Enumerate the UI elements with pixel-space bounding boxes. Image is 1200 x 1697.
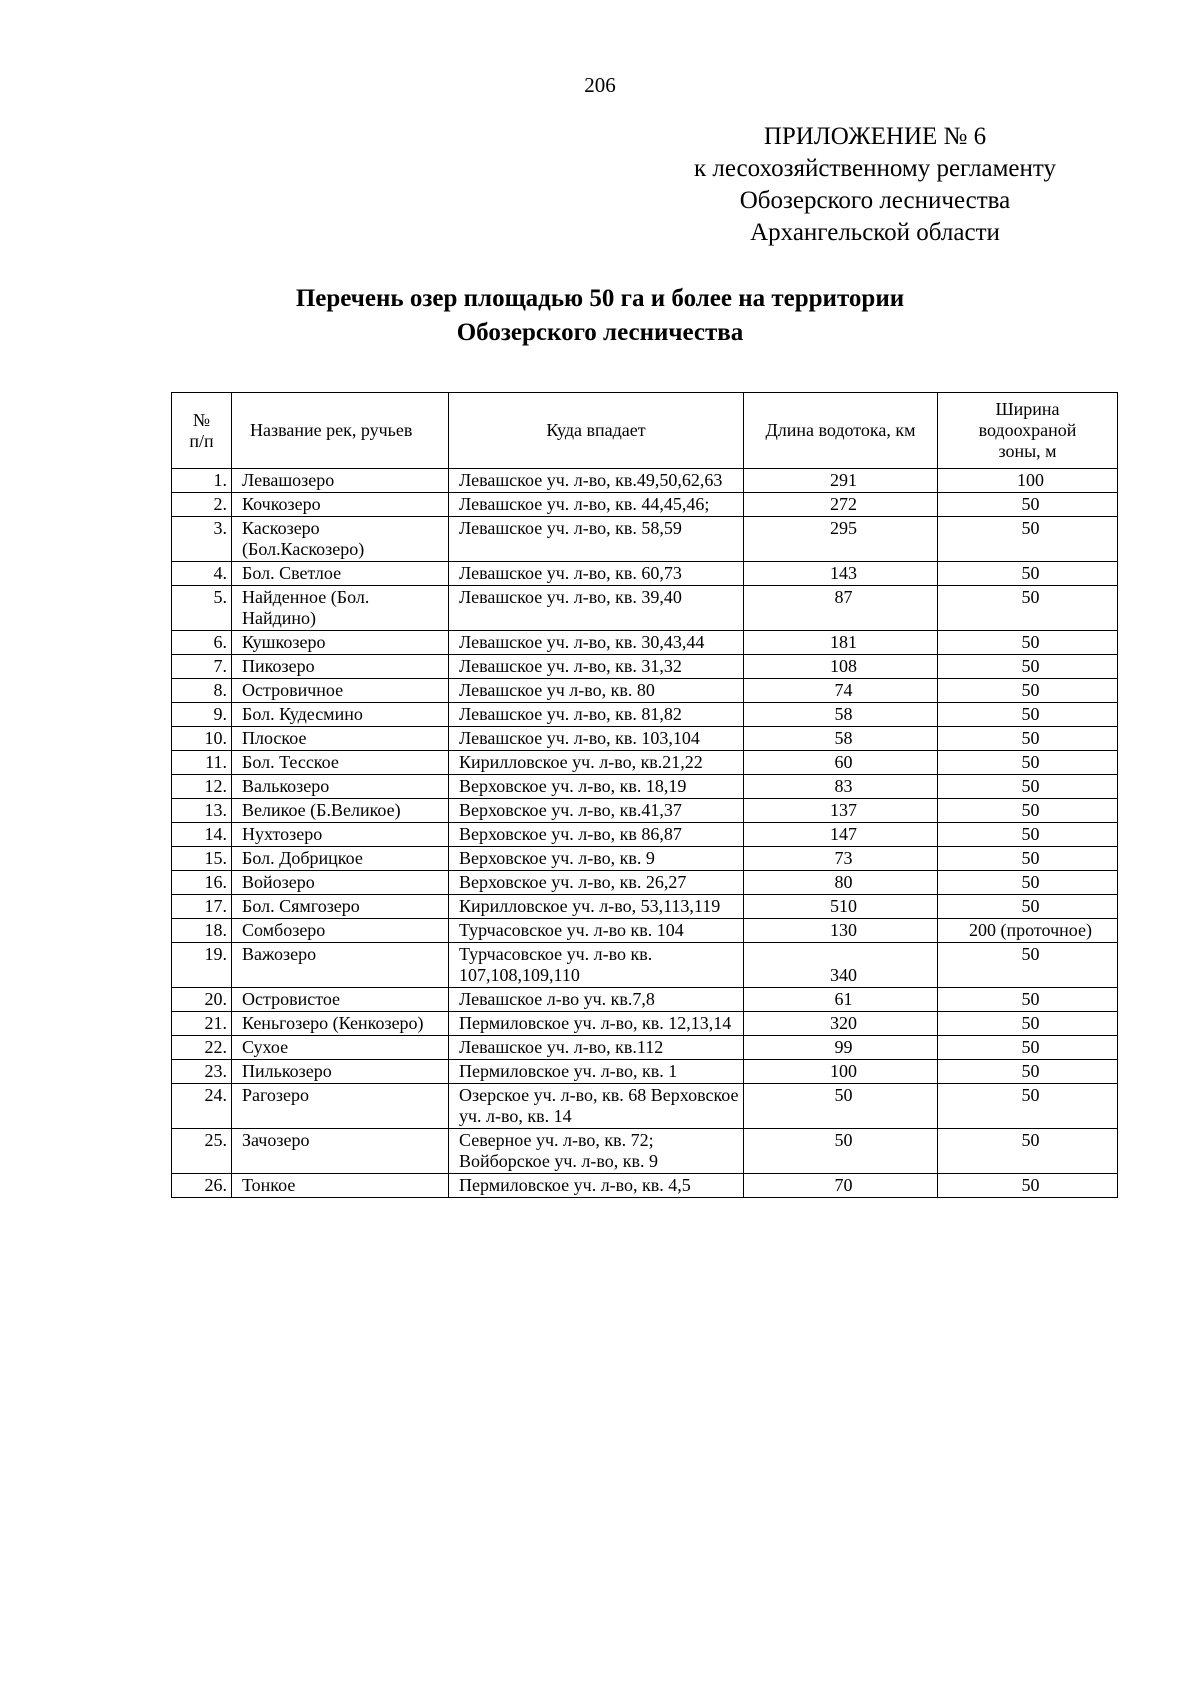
buffer-zone-width: 50 <box>938 799 1118 823</box>
lake-length: 143 <box>744 562 938 586</box>
lake-location: Левашское уч. л-во, кв. 60,73 <box>449 562 744 586</box>
appendix-line-2: Обозерского лесничества <box>739 187 1011 214</box>
buffer-zone-width: 50 <box>938 1084 1118 1129</box>
lake-name: Сомбозеро <box>232 919 449 943</box>
table-row <box>172 727 1118 751</box>
appendix-line-3: Архангельской области <box>750 219 1000 246</box>
lake-length: 295 <box>744 517 938 562</box>
buffer-zone-width: 50 <box>938 679 1118 703</box>
table-row <box>172 493 1118 517</box>
lake-location: Пермиловское уч. л-во, кв. 1 <box>449 1060 744 1084</box>
row-number: 6. <box>172 631 232 655</box>
document-title <box>150 282 1050 350</box>
table-row <box>172 847 1118 871</box>
table-row <box>172 562 1118 586</box>
lake-location: Верховское уч. л-во, кв 86,87 <box>449 823 744 847</box>
table-row <box>172 1036 1118 1060</box>
lake-location: Верховское уч. л-во, кв. 26,27 <box>449 871 744 895</box>
document-title-line-1: Перечень озер площадью 50 га и более на территории <box>295 285 905 312</box>
lake-length: 100 <box>744 1060 938 1084</box>
table-row <box>172 1084 1118 1129</box>
table-row <box>172 655 1118 679</box>
lake-location: Турчасовское уч. л-во кв. 104 <box>449 919 744 943</box>
row-number: 7. <box>172 655 232 679</box>
lake-length: 73 <box>744 847 938 871</box>
lake-length: 50 <box>744 1084 938 1129</box>
lake-name: Бол. Сямгозеро <box>232 895 449 919</box>
lake-location: Пермиловское уч. л-во, кв. 4,5 <box>449 1174 744 1198</box>
lake-location: Кирилловское уч. л-во, 53,113,119 <box>449 895 744 919</box>
lake-name: Войозеро <box>232 871 449 895</box>
row-number: 16. <box>172 871 232 895</box>
lake-length: 50 <box>744 1129 938 1174</box>
header-where: Куда впадает <box>449 393 744 469</box>
row-number: 2. <box>172 493 232 517</box>
header-length: Длина водотока, км <box>744 393 938 469</box>
header-width <box>938 393 1118 469</box>
buffer-zone-width: 50 <box>938 1012 1118 1036</box>
lake-name: Тонкое <box>232 1174 449 1198</box>
buffer-zone-width: 50 <box>938 586 1118 631</box>
lake-location: Левашское уч. л-во, кв. 31,32 <box>449 655 744 679</box>
row-number: 18. <box>172 919 232 943</box>
table-row <box>172 703 1118 727</box>
page-number: 206 <box>584 73 616 97</box>
lake-name: Островистое <box>232 988 449 1012</box>
header-width-line-3: зоны, м <box>998 441 1057 461</box>
lake-name: Рагозеро <box>232 1084 449 1129</box>
lake-name: Пикозеро <box>232 655 449 679</box>
lake-length: 272 <box>744 493 938 517</box>
lake-length: 87 <box>744 586 938 631</box>
buffer-zone-width: 50 <box>938 871 1118 895</box>
row-number: 20. <box>172 988 232 1012</box>
table-row <box>172 988 1118 1012</box>
appendix-title: ПРИЛОЖЕНИЕ № 6 <box>763 123 987 150</box>
lake-name: Валькозеро <box>232 775 449 799</box>
row-number: 15. <box>172 847 232 871</box>
lake-name: Левашозеро <box>232 469 449 493</box>
lake-location: Левашское уч. л-во, кв. 58,59 <box>449 517 744 562</box>
lake-name: Пилькозеро <box>232 1060 449 1084</box>
lake-length: 108 <box>744 655 938 679</box>
buffer-zone-width: 50 <box>938 823 1118 847</box>
lake-length: 70 <box>744 1174 938 1198</box>
row-number: 14. <box>172 823 232 847</box>
table-row <box>172 631 1118 655</box>
lake-location: Левашское уч. л-во, кв. 103,104 <box>449 727 744 751</box>
buffer-zone-width: 50 <box>938 1174 1118 1198</box>
buffer-zone-width: 200 (проточное) <box>938 919 1118 943</box>
table-row <box>172 1174 1118 1198</box>
lake-length: 80 <box>744 871 938 895</box>
buffer-zone-width: 50 <box>938 631 1118 655</box>
lake-length: 181 <box>744 631 938 655</box>
header-name: Название рек, ручьев <box>232 393 449 469</box>
buffer-zone-width: 50 <box>938 943 1118 988</box>
lake-name: Зачозеро <box>232 1129 449 1174</box>
lake-length: 74 <box>744 679 938 703</box>
lake-location: Северное уч. л-во, кв. 72; Войборское уч. л-во, кв. 9 <box>449 1129 744 1174</box>
lake-location: Левашское уч. л-во, кв. 30,43,44 <box>449 631 744 655</box>
buffer-zone-width: 50 <box>938 775 1118 799</box>
buffer-zone-width: 50 <box>938 1060 1118 1084</box>
row-number: 9. <box>172 703 232 727</box>
buffer-zone-width: 50 <box>938 703 1118 727</box>
lake-length: 58 <box>744 727 938 751</box>
table-row <box>172 469 1118 493</box>
lake-location: Левашское уч. л-во, кв. 44,45,46; <box>449 493 744 517</box>
lake-name: Нухтозеро <box>232 823 449 847</box>
header-num-line-2: п/п <box>189 430 214 451</box>
lake-name: Кочкозеро <box>232 493 449 517</box>
lake-location: Кирилловское уч. л-во, кв.21,22 <box>449 751 744 775</box>
lake-length: 510 <box>744 895 938 919</box>
lake-name: Кеньгозеро (Кенкозеро) <box>232 1012 449 1036</box>
row-number: 23. <box>172 1060 232 1084</box>
buffer-zone-width: 50 <box>938 655 1118 679</box>
lake-name: Важозеро <box>232 943 449 988</box>
table-row <box>172 799 1118 823</box>
lake-name: Каскозеро (Бол.Каскозеро) <box>232 517 449 562</box>
row-number: 22. <box>172 1036 232 1060</box>
buffer-zone-width: 50 <box>938 517 1118 562</box>
lake-location: Верховское уч. л-во, кв. 18,19 <box>449 775 744 799</box>
lake-length: 61 <box>744 988 938 1012</box>
buffer-zone-width: 50 <box>938 562 1118 586</box>
table-row <box>172 517 1118 562</box>
lake-location: Левашское уч. л-во, кв.49,50,62,63 <box>449 469 744 493</box>
lake-name: Найденное (Бол. Найдино) <box>232 586 449 631</box>
buffer-zone-width: 50 <box>938 1036 1118 1060</box>
row-number: 17. <box>172 895 232 919</box>
lake-length: 147 <box>744 823 938 847</box>
table-row <box>172 775 1118 799</box>
row-number: 11. <box>172 751 232 775</box>
row-number: 3. <box>172 517 232 562</box>
table-row <box>172 586 1118 631</box>
lake-length: 60 <box>744 751 938 775</box>
row-number: 25. <box>172 1129 232 1174</box>
header-num-line-1: № <box>192 409 211 430</box>
lakes-table-body <box>172 469 1118 1198</box>
table-row <box>172 823 1118 847</box>
row-number: 10. <box>172 727 232 751</box>
table-row <box>172 895 1118 919</box>
lake-length: 83 <box>744 775 938 799</box>
lake-location: Левашское л-во уч. кв.7,8 <box>449 988 744 1012</box>
lake-length: 58 <box>744 703 938 727</box>
lakes-table <box>171 392 1118 1198</box>
header-num <box>172 393 232 469</box>
row-number: 13. <box>172 799 232 823</box>
lake-length: 137 <box>744 799 938 823</box>
row-number: 26. <box>172 1174 232 1198</box>
row-number: 4. <box>172 562 232 586</box>
table-row <box>172 751 1118 775</box>
row-number: 5. <box>172 586 232 631</box>
table-row <box>172 1012 1118 1036</box>
table-row <box>172 679 1118 703</box>
lake-name: Островичное <box>232 679 449 703</box>
lake-location: Левашское уч л-во, кв. 80 <box>449 679 744 703</box>
table-row <box>172 943 1118 988</box>
table-row <box>172 919 1118 943</box>
lake-name: Сухое <box>232 1036 449 1060</box>
lake-name: Бол. Добрицкое <box>232 847 449 871</box>
buffer-zone-width: 50 <box>938 895 1118 919</box>
table-row <box>172 1129 1118 1174</box>
lake-name: Плоское <box>232 727 449 751</box>
appendix-header <box>660 121 1090 249</box>
header-width-line-2: водоохраной <box>978 420 1077 440</box>
buffer-zone-width: 50 <box>938 493 1118 517</box>
lake-name: Бол. Кудесмино <box>232 703 449 727</box>
lake-length: 320 <box>744 1012 938 1036</box>
lake-name: Бол. Тесское <box>232 751 449 775</box>
appendix-line-1: к лесохозяйственному регламенту <box>693 155 1057 182</box>
lake-name: Кушкозеро <box>232 631 449 655</box>
lake-location: Верховское уч. л-во, кв.41,37 <box>449 799 744 823</box>
buffer-zone-width: 50 <box>938 988 1118 1012</box>
table-header-row <box>172 393 1118 469</box>
row-number: 12. <box>172 775 232 799</box>
document-title-line-2: Обозерского лесничества <box>456 319 744 346</box>
lake-name: Бол. Светлое <box>232 562 449 586</box>
lake-location: Левашское уч. л-во, кв.112 <box>449 1036 744 1060</box>
row-number: 24. <box>172 1084 232 1129</box>
buffer-zone-width: 50 <box>938 847 1118 871</box>
lake-location: Верховское уч. л-во, кв. 9 <box>449 847 744 871</box>
lake-name: Великое (Б.Великое) <box>232 799 449 823</box>
lake-location: Озерское уч. л-во, кв. 68 Верховское уч. л-во, кв. 14 <box>449 1084 744 1129</box>
lake-location: Левашское уч. л-во, кв. 81,82 <box>449 703 744 727</box>
lake-location: Левашское уч. л-во, кв. 39,40 <box>449 586 744 631</box>
buffer-zone-width: 50 <box>938 1129 1118 1174</box>
buffer-zone-width: 100 <box>938 469 1118 493</box>
lake-length: 130 <box>744 919 938 943</box>
header-width-line-1: Ширина <box>995 399 1060 419</box>
lake-length: 340 <box>744 943 938 988</box>
row-number: 8. <box>172 679 232 703</box>
table-row <box>172 1060 1118 1084</box>
row-number: 21. <box>172 1012 232 1036</box>
lake-length: 99 <box>744 1036 938 1060</box>
row-number: 19. <box>172 943 232 988</box>
buffer-zone-width: 50 <box>938 751 1118 775</box>
buffer-zone-width: 50 <box>938 727 1118 751</box>
row-number: 1. <box>172 469 232 493</box>
lake-location: Турчасовское уч. л-во кв. 107,108,109,110 <box>449 943 744 988</box>
lake-length: 291 <box>744 469 938 493</box>
table-row <box>172 871 1118 895</box>
lake-location: Пермиловское уч. л-во, кв. 12,13,14 <box>449 1012 744 1036</box>
